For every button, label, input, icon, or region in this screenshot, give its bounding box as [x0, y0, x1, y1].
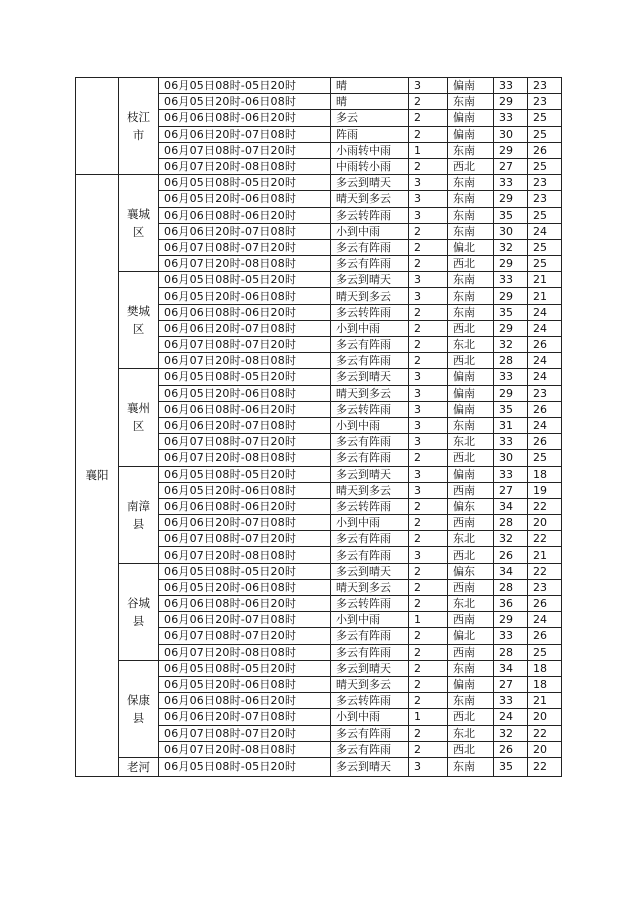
forecast-period: 06月07日08时-07日20时	[159, 239, 331, 255]
weather-condition: 多云有阵雨	[331, 547, 409, 563]
wind-direction: 东南	[448, 757, 494, 776]
max-temperature: 33	[494, 175, 528, 191]
weather-condition: 多云有阵雨	[331, 644, 409, 660]
wind-level: 2	[409, 239, 448, 255]
forecast-period: 06月05日20时-06日08时	[159, 94, 331, 110]
table-row	[76, 563, 562, 579]
weather-condition: 晴	[331, 78, 409, 94]
min-temperature: 23	[528, 579, 562, 595]
forecast-period: 06月05日20时-06日08时	[159, 676, 331, 692]
weather-condition: 多云有阵雨	[331, 256, 409, 272]
forecast-period: 06月05日08时-05日20时	[159, 660, 331, 676]
weather-condition: 小到中雨	[331, 612, 409, 628]
wind-direction: 偏东	[448, 498, 494, 514]
max-temperature: 29	[494, 256, 528, 272]
forecast-period: 06月05日20时-06日08时	[159, 288, 331, 304]
forecast-period: 06月06日20时-07日08时	[159, 417, 331, 433]
wind-level: 2	[409, 531, 448, 547]
wind-level: 2	[409, 94, 448, 110]
wind-level: 3	[409, 466, 448, 482]
max-temperature: 34	[494, 498, 528, 514]
wind-level: 3	[409, 272, 448, 288]
county-name: 保康县	[119, 660, 159, 757]
weather-condition: 多云转阵雨	[331, 693, 409, 709]
min-temperature: 22	[528, 563, 562, 579]
min-temperature: 18	[528, 676, 562, 692]
min-temperature: 23	[528, 94, 562, 110]
wind-direction: 西南	[448, 579, 494, 595]
weather-condition: 多云有阵雨	[331, 434, 409, 450]
wind-direction: 东南	[448, 417, 494, 433]
wind-level: 2	[409, 337, 448, 353]
wind-direction: 偏东	[448, 563, 494, 579]
min-temperature: 19	[528, 482, 562, 498]
wind-direction: 偏南	[448, 369, 494, 385]
forecast-period: 06月05日08时-05日20时	[159, 369, 331, 385]
min-temperature: 23	[528, 385, 562, 401]
max-temperature: 30	[494, 450, 528, 466]
forecast-period: 06月05日20时-06日08时	[159, 385, 331, 401]
max-temperature: 29	[494, 94, 528, 110]
min-temperature: 25	[528, 158, 562, 174]
wind-level: 2	[409, 563, 448, 579]
city-cell-empty	[76, 78, 119, 175]
forecast-period: 06月07日08时-07日20时	[159, 628, 331, 644]
max-temperature: 34	[494, 563, 528, 579]
max-temperature: 34	[494, 660, 528, 676]
max-temperature: 33	[494, 110, 528, 126]
forecast-period: 06月07日20时-08日08时	[159, 256, 331, 272]
max-temperature: 29	[494, 385, 528, 401]
min-temperature: 18	[528, 660, 562, 676]
wind-direction: 东南	[448, 660, 494, 676]
forecast-period: 06月05日20时-06日08时	[159, 579, 331, 595]
min-temperature: 21	[528, 272, 562, 288]
wind-direction: 偏南	[448, 385, 494, 401]
wind-level: 2	[409, 579, 448, 595]
wind-level: 1	[409, 709, 448, 725]
forecast-period: 06月07日08时-07日20时	[159, 531, 331, 547]
max-temperature: 33	[494, 78, 528, 94]
wind-level: 2	[409, 676, 448, 692]
min-temperature: 24	[528, 353, 562, 369]
forecast-period: 06月05日08时-05日20时	[159, 563, 331, 579]
wind-level: 2	[409, 515, 448, 531]
max-temperature: 32	[494, 725, 528, 741]
forecast-period: 06月05日08时-05日20时	[159, 175, 331, 191]
forecast-period: 06月06日20时-07日08时	[159, 126, 331, 142]
max-temperature: 26	[494, 741, 528, 757]
min-temperature: 24	[528, 612, 562, 628]
wind-direction: 东南	[448, 288, 494, 304]
forecast-period: 06月06日20时-07日08时	[159, 515, 331, 531]
county-name: 谷城县	[119, 563, 159, 660]
wind-level: 2	[409, 725, 448, 741]
wind-direction: 西北	[448, 709, 494, 725]
min-temperature: 25	[528, 239, 562, 255]
weather-condition: 中雨转小雨	[331, 158, 409, 174]
wind-level: 2	[409, 256, 448, 272]
wind-direction: 西南	[448, 612, 494, 628]
max-temperature: 26	[494, 547, 528, 563]
min-temperature: 26	[528, 434, 562, 450]
wind-level: 3	[409, 369, 448, 385]
weather-condition: 多云有阵雨	[331, 239, 409, 255]
wind-level: 3	[409, 78, 448, 94]
forecast-period: 06月06日08时-06日20时	[159, 304, 331, 320]
max-temperature: 28	[494, 644, 528, 660]
wind-direction: 东南	[448, 191, 494, 207]
min-temperature: 20	[528, 515, 562, 531]
county-name: 樊城区	[119, 272, 159, 369]
wind-level: 2	[409, 223, 448, 239]
wind-level: 2	[409, 110, 448, 126]
county-name: 襄州区	[119, 369, 159, 466]
forecast-table	[75, 77, 562, 777]
weather-condition: 多云转阵雨	[331, 207, 409, 223]
max-temperature: 29	[494, 320, 528, 336]
weather-condition: 多云转阵雨	[331, 498, 409, 514]
weather-condition: 多云到晴天	[331, 757, 409, 776]
forecast-period: 06月06日20时-07日08时	[159, 709, 331, 725]
forecast-period: 06月07日20时-08日08时	[159, 644, 331, 660]
min-temperature: 24	[528, 223, 562, 239]
wind-direction: 东北	[448, 531, 494, 547]
wind-level: 3	[409, 288, 448, 304]
wind-level: 3	[409, 401, 448, 417]
min-temperature: 23	[528, 175, 562, 191]
min-temperature: 24	[528, 417, 562, 433]
wind-level: 2	[409, 498, 448, 514]
wind-level: 3	[409, 385, 448, 401]
min-temperature: 25	[528, 126, 562, 142]
min-temperature: 23	[528, 191, 562, 207]
max-temperature: 30	[494, 223, 528, 239]
wind-direction: 东北	[448, 725, 494, 741]
wind-direction: 东北	[448, 337, 494, 353]
min-temperature: 25	[528, 644, 562, 660]
max-temperature: 36	[494, 596, 528, 612]
max-temperature: 33	[494, 434, 528, 450]
wind-level: 2	[409, 741, 448, 757]
max-temperature: 29	[494, 612, 528, 628]
forecast-table-body	[76, 78, 562, 777]
wind-direction: 东北	[448, 434, 494, 450]
weather-condition: 多云有阵雨	[331, 741, 409, 757]
max-temperature: 29	[494, 191, 528, 207]
min-temperature: 23	[528, 78, 562, 94]
weather-condition: 小到中雨	[331, 417, 409, 433]
wind-direction: 西南	[448, 515, 494, 531]
min-temperature: 24	[528, 320, 562, 336]
forecast-period: 06月07日08时-07日20时	[159, 434, 331, 450]
min-temperature: 25	[528, 256, 562, 272]
wind-direction: 偏北	[448, 239, 494, 255]
max-temperature: 29	[494, 288, 528, 304]
forecast-period: 06月06日08时-06日20时	[159, 207, 331, 223]
wind-direction: 东北	[448, 596, 494, 612]
forecast-period: 06月05日08时-05日20时	[159, 466, 331, 482]
weather-condition: 多云有阵雨	[331, 531, 409, 547]
wind-direction: 偏北	[448, 628, 494, 644]
table-row	[76, 660, 562, 676]
min-temperature: 26	[528, 337, 562, 353]
min-temperature: 21	[528, 693, 562, 709]
min-temperature: 21	[528, 547, 562, 563]
wind-level: 3	[409, 482, 448, 498]
max-temperature: 35	[494, 757, 528, 776]
wind-direction: 西北	[448, 741, 494, 757]
weather-condition: 多云转阵雨	[331, 596, 409, 612]
weather-condition: 晴天到多云	[331, 676, 409, 692]
table-row	[76, 78, 562, 94]
min-temperature: 26	[528, 596, 562, 612]
forecast-period: 06月07日20时-08日08时	[159, 741, 331, 757]
max-temperature: 35	[494, 401, 528, 417]
weather-condition: 多云转阵雨	[331, 304, 409, 320]
weather-condition: 晴天到多云	[331, 191, 409, 207]
min-temperature: 26	[528, 142, 562, 158]
max-temperature: 28	[494, 579, 528, 595]
county-name: 南漳县	[119, 466, 159, 563]
county-name: 老河	[119, 757, 159, 776]
wind-direction: 西北	[448, 320, 494, 336]
max-temperature: 27	[494, 676, 528, 692]
min-temperature: 25	[528, 450, 562, 466]
max-temperature: 32	[494, 337, 528, 353]
forecast-period: 06月07日20时-08日08时	[159, 547, 331, 563]
max-temperature: 33	[494, 628, 528, 644]
weather-condition: 晴天到多云	[331, 482, 409, 498]
min-temperature: 20	[528, 741, 562, 757]
max-temperature: 33	[494, 466, 528, 482]
wind-level: 3	[409, 207, 448, 223]
wind-direction: 西北	[448, 547, 494, 563]
wind-level: 2	[409, 320, 448, 336]
forecast-period: 06月06日20时-07日08时	[159, 612, 331, 628]
max-temperature: 31	[494, 417, 528, 433]
forecast-period: 06月05日20时-06日08时	[159, 191, 331, 207]
wind-direction: 偏南	[448, 676, 494, 692]
max-temperature: 27	[494, 482, 528, 498]
min-temperature: 24	[528, 304, 562, 320]
max-temperature: 28	[494, 353, 528, 369]
wind-level: 3	[409, 417, 448, 433]
forecast-period: 06月06日20时-07日08时	[159, 320, 331, 336]
forecast-period: 06月07日20时-08日08时	[159, 158, 331, 174]
forecast-period: 06月05日08时-05日20时	[159, 757, 331, 776]
weather-condition: 晴天到多云	[331, 579, 409, 595]
min-temperature: 24	[528, 369, 562, 385]
max-temperature: 33	[494, 693, 528, 709]
weather-condition: 小雨转中雨	[331, 142, 409, 158]
max-temperature: 33	[494, 272, 528, 288]
weather-condition: 晴天到多云	[331, 288, 409, 304]
min-temperature: 25	[528, 110, 562, 126]
wind-level: 1	[409, 142, 448, 158]
min-temperature: 20	[528, 709, 562, 725]
max-temperature: 27	[494, 158, 528, 174]
county-name: 襄城区	[119, 175, 159, 272]
max-temperature: 35	[494, 304, 528, 320]
city-name: 襄阳	[76, 175, 119, 777]
forecast-period: 06月06日08时-06日20时	[159, 110, 331, 126]
weather-condition: 晴天到多云	[331, 385, 409, 401]
weather-condition: 多云有阵雨	[331, 450, 409, 466]
wind-level: 2	[409, 628, 448, 644]
forecast-period: 06月06日20时-07日08时	[159, 223, 331, 239]
min-temperature: 22	[528, 725, 562, 741]
weather-condition: 小到中雨	[331, 709, 409, 725]
table-row	[76, 369, 562, 385]
weather-condition: 阵雨	[331, 126, 409, 142]
forecast-period: 06月07日20时-08日08时	[159, 353, 331, 369]
forecast-period: 06月05日08时-05日20时	[159, 272, 331, 288]
weather-condition: 多云有阵雨	[331, 353, 409, 369]
wind-direction: 西南	[448, 644, 494, 660]
wind-direction: 东南	[448, 272, 494, 288]
table-row	[76, 466, 562, 482]
wind-direction: 东南	[448, 304, 494, 320]
wind-direction: 偏南	[448, 126, 494, 142]
wind-direction: 偏南	[448, 466, 494, 482]
max-temperature: 30	[494, 126, 528, 142]
wind-direction: 东南	[448, 142, 494, 158]
weather-condition: 晴	[331, 94, 409, 110]
forecast-period: 06月06日08时-06日20时	[159, 693, 331, 709]
wind-level: 2	[409, 693, 448, 709]
forecast-period: 06月07日08时-07日20时	[159, 725, 331, 741]
max-temperature: 35	[494, 207, 528, 223]
forecast-period: 06月07日08时-07日20时	[159, 142, 331, 158]
forecast-period: 06月06日08时-06日20时	[159, 401, 331, 417]
forecast-period: 06月06日08时-06日20时	[159, 498, 331, 514]
weather-condition: 多云有阵雨	[331, 628, 409, 644]
table-row	[76, 272, 562, 288]
wind-level: 3	[409, 547, 448, 563]
max-temperature: 33	[494, 369, 528, 385]
weather-condition: 小到中雨	[331, 223, 409, 239]
wind-level: 2	[409, 596, 448, 612]
wind-level: 3	[409, 434, 448, 450]
min-temperature: 22	[528, 531, 562, 547]
forecast-period: 06月05日20时-06日08时	[159, 482, 331, 498]
table-row	[76, 175, 562, 191]
forecast-period: 06月06日08时-06日20时	[159, 596, 331, 612]
min-temperature: 22	[528, 757, 562, 776]
wind-level: 2	[409, 126, 448, 142]
min-temperature: 26	[528, 401, 562, 417]
wind-direction: 偏南	[448, 78, 494, 94]
weather-condition: 小到中雨	[331, 515, 409, 531]
max-temperature: 32	[494, 531, 528, 547]
max-temperature: 29	[494, 142, 528, 158]
wind-direction: 东南	[448, 223, 494, 239]
wind-level: 2	[409, 158, 448, 174]
wind-level: 2	[409, 353, 448, 369]
weather-condition: 多云到晴天	[331, 175, 409, 191]
wind-level: 2	[409, 644, 448, 660]
forecast-period: 06月07日08时-07日20时	[159, 337, 331, 353]
wind-direction: 西南	[448, 482, 494, 498]
weather-condition: 多云到晴天	[331, 466, 409, 482]
wind-level: 2	[409, 450, 448, 466]
weather-condition: 多云到晴天	[331, 563, 409, 579]
weather-condition: 多云转阵雨	[331, 401, 409, 417]
min-temperature: 22	[528, 498, 562, 514]
max-temperature: 28	[494, 515, 528, 531]
weather-condition: 多云有阵雨	[331, 725, 409, 741]
wind-level: 2	[409, 304, 448, 320]
wind-direction: 东南	[448, 207, 494, 223]
wind-direction: 偏南	[448, 401, 494, 417]
wind-direction: 西北	[448, 353, 494, 369]
weather-condition: 多云到晴天	[331, 369, 409, 385]
wind-level: 3	[409, 191, 448, 207]
weather-condition: 多云	[331, 110, 409, 126]
min-temperature: 25	[528, 207, 562, 223]
max-temperature: 32	[494, 239, 528, 255]
wind-level: 3	[409, 757, 448, 776]
forecast-period: 06月05日08时-05日20时	[159, 78, 331, 94]
table-row	[76, 757, 562, 776]
wind-direction: 东南	[448, 693, 494, 709]
min-temperature: 21	[528, 288, 562, 304]
forecast-period: 06月07日20时-08日08时	[159, 450, 331, 466]
wind-direction: 偏南	[448, 110, 494, 126]
max-temperature: 24	[494, 709, 528, 725]
wind-direction: 西北	[448, 450, 494, 466]
wind-level: 2	[409, 660, 448, 676]
weather-condition: 多云到晴天	[331, 660, 409, 676]
wind-direction: 东南	[448, 94, 494, 110]
wind-level: 1	[409, 612, 448, 628]
wind-direction: 东南	[448, 175, 494, 191]
weather-condition: 小到中雨	[331, 320, 409, 336]
min-temperature: 18	[528, 466, 562, 482]
county-name: 枝江市	[119, 78, 159, 175]
wind-level: 3	[409, 175, 448, 191]
weather-condition: 多云到晴天	[331, 272, 409, 288]
wind-direction: 西北	[448, 256, 494, 272]
wind-direction: 西北	[448, 158, 494, 174]
weather-condition: 多云有阵雨	[331, 337, 409, 353]
min-temperature: 26	[528, 628, 562, 644]
